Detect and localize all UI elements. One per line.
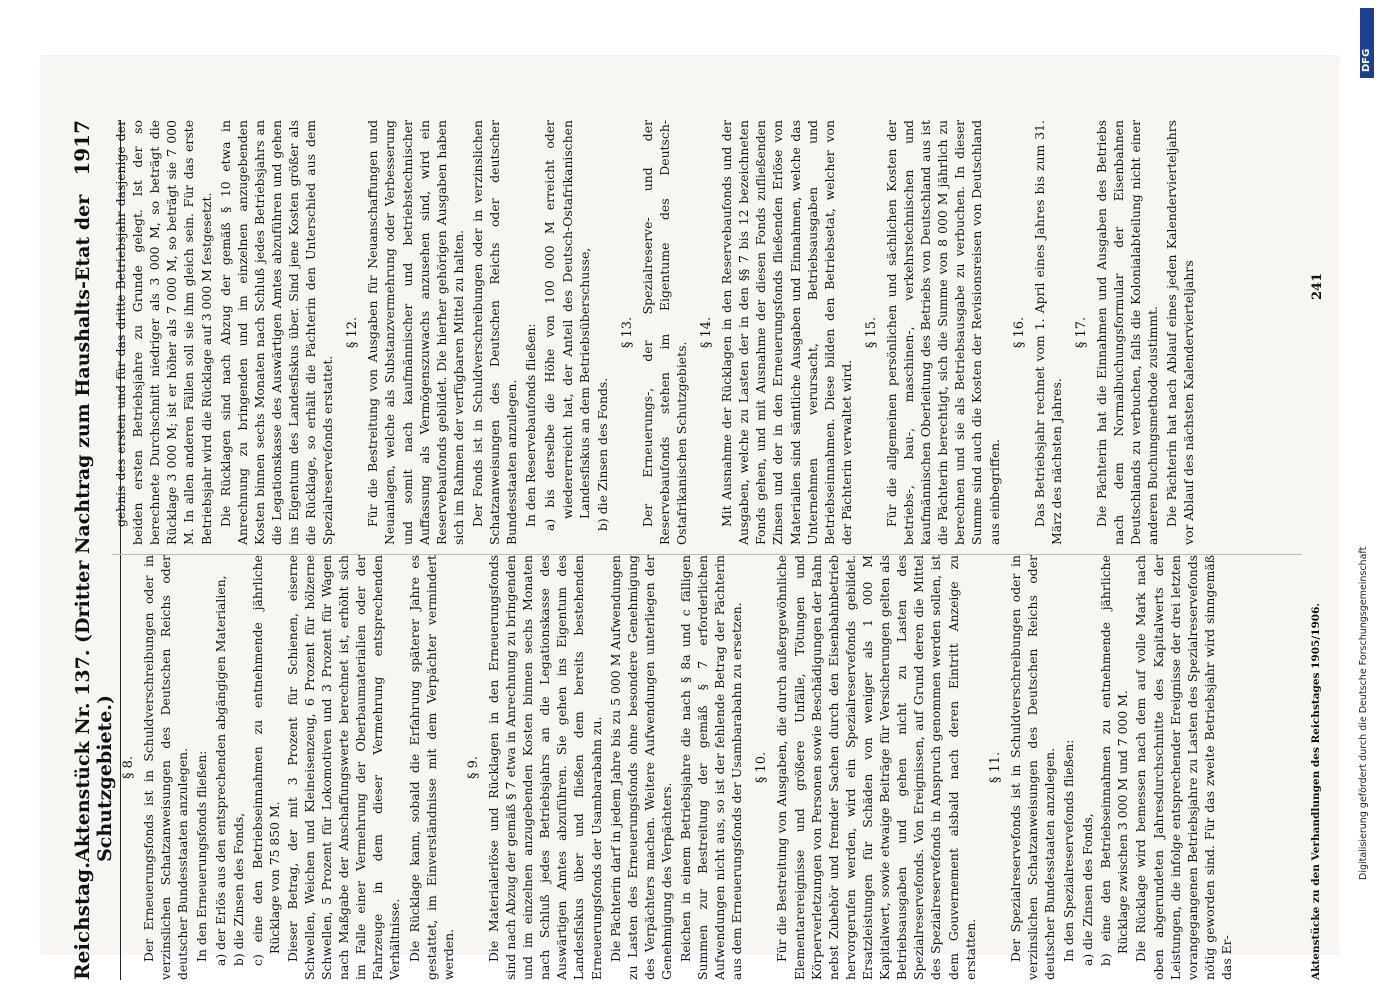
paragraph: Mit Ausnahme der Rücklagen in den Reservebaufonds und der Ausgaben, welche zu Lasten der in den §§ 7 bis 12 bezeichneten Fonds gehen, und mit Ausnahme der diesen Fonds zufließenden Zinsen und der in den Erneuerungsfonds fließenden Erlöse von Materialien sind sämtliche Ausgaben und Einnahmen, welche das Unternehmen verursacht, Betriebsausgaben und Betriebseinnahmen. Diese bilden den Betriebsetat, welcher von der Pächterin verwaltet wird. bbox=[719, 120, 854, 545]
section-heading: § 16. bbox=[1011, 316, 1027, 349]
paragraph: gebnis des ersten und für das dritte Betriebsjahr dasjenige der beiden ersten Betriebsjahre zu Grunde gelegt. Ist der so berechnete Durchschnitt niedriger als 3 000 M, so beträgt die Rücklage 3 000 M; ist er höher als 7 000 M, so beträgt sie 7 000 M. In allen anderen Fällen soll sie ihm gleich sein. Für das erste Betriebsjahr wird die Rücklage auf 3 000 M festgesetzt. bbox=[113, 120, 214, 545]
section-heading: § 9. bbox=[465, 755, 481, 780]
section-heading: § 11. bbox=[987, 751, 1003, 784]
section-heading: § 15. bbox=[863, 316, 879, 349]
header-year: 1917 bbox=[70, 120, 94, 176]
side-credit bbox=[1358, 120, 1372, 880]
paragraph: In den Erneuerungsfonds fließen: bbox=[194, 750, 210, 962]
list-item: a) bis derselbe die Höhe von 100 000 M erreicht oder wiedererreicht hat, der Anteil des Deutsch-Ostafrikanischen Landesfiskus an dem Betriebsüberschusse, bbox=[542, 120, 592, 531]
section-heading: § 14. bbox=[699, 316, 715, 349]
side-credit-text: Digitalisierung gefördert durch die Deutsche Forschungsgemeinschaft bbox=[1358, 546, 1369, 880]
right-column bbox=[112, 120, 1199, 545]
list-item: b) die Zinsen des Fonds. bbox=[594, 377, 610, 531]
paragraph: Die Pächterin darf in jedem Jahre bis zu 5 000 M Aufwendungen zu Lasten des Erneuerungsfonds ohne besondere Genehmigung des Verpächters machen. Weitere Aufwendungen unterliegen der Genehmigung des Verpächters. bbox=[607, 555, 674, 980]
list-item: a) die Zinsen des Fonds, bbox=[1080, 813, 1096, 966]
paragraph: Der Spezialreservefonds ist in Schuldverschreibungen oder in verzinslichen Schatzanweisungen des Deutschen Reichs oder deutscher Bundesstaaten anzulegen. bbox=[1007, 555, 1057, 980]
dfg-logo-text: DFG bbox=[1361, 48, 1372, 72]
paragraph: Die Rücklagen sind nach Abzug der gemäß § 10 etwa in Anrechnung zu bringenden und im einzelnen anzugebenden Kosten binnen sechs Monaten nach Schluß jedes Betriebsjahrs an die Legationskasse des Auswärtigen Amtes abzuführen und gehen ins Eigentum des Landesfiskus über. Sind jene Kosten größer als die Rücklage, so erhält die Pächterin den Unterschied aus dem Spezialreservefonds erstattet. bbox=[217, 120, 336, 545]
left-column bbox=[112, 555, 1237, 980]
paragraph: Der Fonds ist in Schuldverschreibungen oder in verzinslichen Schatzanweisungen des Deutschen Reichs oder deutscher Bundesstaaten anzulegen. bbox=[470, 120, 520, 545]
page-footer: Aktenstücke zu den Verhandlungen des Reichstages 1905/1906. bbox=[1310, 602, 1322, 980]
paragraph: Die Pächterin hat die Einnahmen und Ausgaben des Betriebs nach dem Normalbuchungsformular der Eisenbahnen Deutschlands zu verbuchen, falls die Kolonialabteilung nicht einer anderen Buchungsmethode zustimmt. bbox=[1093, 120, 1161, 545]
paragraph: Für die Bestreitung von Ausgaben für Neuanschaffungen und Neuanlagen, welche als Substanzvermehrung oder Verbesserung und somit nach kaufmännischer und betriebstechnischer Auffassung als Vermögenszuwachs anzusehen sind, wird ein Reservebaufonds gebildet. Die hierher gehörigen Ausgaben haben sich im Rahmen der verfügbaren Mittel zu halten. bbox=[365, 120, 466, 545]
paragraph: Die Materialerlöse und Rücklagen in den Erneuerungsfonds sind nach Abzug der gemäß § 7 etwa in Anrechnung zu bringenden und im einzelnen anzugebenden Kosten binnen sechs Monaten nach Schluß jedes Betriebsjahrs an die Legationskasse des Auswärtigen Amtes abzuführen. Sie gehen ins Eigentum des Landesfiskus über und fließen dem bereits bestehenden Erneuerungsfonds der Usambarabahn zu. bbox=[485, 555, 604, 980]
paragraph: In den Spezialreservefonds fließen: bbox=[1061, 739, 1076, 962]
page-number: 241 bbox=[1310, 272, 1325, 300]
paragraph: Das Betriebsjahr rechnet vom 1. April eines Jahres bis zum 31. März des nächsten Jahres. bbox=[1031, 120, 1064, 545]
list-item: a) der Erlös aus den entsprechenden abgängigen Materialien, bbox=[213, 575, 229, 966]
paragraph: Reichen in einem Betriebsjahre die nach § 8a und c fälligen Summen zur Bestreitung der gemäß § 7 erforderlichen Aufwendungen nicht aus, so ist der fehlende Betrag der Pächterin aus dem Erneuerungsfonds der Usambarabahn zu ersetzen. bbox=[678, 555, 745, 980]
list-item: c) eine den Betriebseinnahmen zu entnehmende jährliche Rücklage von 75 850 M. bbox=[249, 555, 282, 966]
paragraph: Für die allgemeinen persönlichen und sächlichen Kosten der betriebs-, bau-, maschinen-, verkehrstechnischen und kaufmännischen Oberleitung des Betriebs von Deutschland aus ist die Pächterin berechtigt, sich die Summe von 8 000 M jährlich zu berechnen und sie als Betriebsausgabe zu verbuchen. In dieser Summe sind auch die Kosten der Revisionsreisen von Deutschland aus einbegriffen. bbox=[883, 120, 1002, 545]
header-left: Reichstag. bbox=[70, 861, 94, 980]
list-item: b) die Zinsen des Fonds, bbox=[231, 812, 247, 966]
header-title: Aktenstück Nr. 137. (Dritter Nachtrag zum Haushalts-Etat der Schutzgebiete.) bbox=[72, 194, 116, 862]
paragraph: Die Rücklage kann, sobald die Erfahrung späterer Jahre es gestattet, im Einverständnisse mit dem Verpächter vermindert werden. bbox=[406, 555, 456, 980]
list-item: b) eine den Betriebseinnahmen zu entnehmende jährliche Rücklage zwischen 3 000 M und 7 000 M. bbox=[1098, 555, 1131, 966]
section-heading: § 13. bbox=[619, 316, 635, 349]
section-heading: § 10. bbox=[754, 751, 770, 784]
dfg-logo bbox=[1360, 8, 1374, 78]
paragraph: Für die Bestreitung von Ausgaben, die durch außergewöhnliche Elementarereignisse und größere Unfälle, Tötungen und Körperverletzungen von Personen sowie Beschädigungen der Bahn nebst Zubehör und fremder Sachen durch den Eisenbahnbetrieb hervorgerufen werden, wird ein Spezialreservefonds gebildet. Ersatzleistungen für Schäden von weniger als 1 000 M Kapitalwert, sowie etwaige Beiträge für Versicherungen gelten als Betriebsausgaben und gehen nicht zu Lasten des Spezialreservefonds. Von Ereignissen, auf Grund deren die Mittel des Spezialreservefonds in Anspruch genommen werden sollen, ist dem Gouvernement alsbald nach deren Eintritt Anzeige zu erstatten. bbox=[774, 555, 978, 980]
paragraph: Der Erneuerungs-, der Spezialreserve- und der Reservebaufonds stehen im Eigentume des Deutsch-Ostafrikanischen Schutzgebiets. bbox=[639, 120, 690, 545]
section-heading: § 17. bbox=[1073, 316, 1089, 349]
section-heading: § 12. bbox=[345, 316, 361, 349]
paragraph: Der Erneuerungsfonds ist in Schuldverschreibungen oder in verzinslichen Schatzanweisungen des Deutschen Reichs oder deutscher Bundesstaaten anzulegen. bbox=[140, 555, 191, 980]
section-heading: § 8. bbox=[121, 755, 136, 780]
paragraph: Die Pächterin hat nach Ablauf eines jeden Kalendervierteljahrs vor Ablauf des nächsten Kalendervierteljahrs bbox=[1164, 120, 1197, 545]
paragraph: Dieser Betrag, der mit 3 Prozent für Schienen, eiserne Schwellen, Weichen und Kleineisenzeug, 6 Prozent für hölzerne Schwellen, 5 Prozent für Lokomotiven und 3 Prozent für Wagen nach Maßgabe der Anschaffungswerte berechnet ist, erhöht sich im Falle einer Vermehrung der Oberbaumaterialien oder der Fahrzeuge in dem dieser Vermehrung entsprechenden Verhältnisse. bbox=[284, 555, 403, 980]
rotated-page bbox=[60, 100, 1360, 1000]
paragraph: Die Rücklage wird bemessen nach dem auf volle Mark nach oben abgerundeten Jahresdurchschnitte des Kapitalwerts der Leistungen, die infolge entsprechender Ereignisse der drei letzten vorangegangenen Betriebsjahre zu Lasten des Spezialreservefonds nötig geworden sind. Für das zweite Betriebsjahr wird sinngemäß das Er- bbox=[1133, 555, 1234, 980]
paragraph: In den Reservebaufonds fließen: bbox=[523, 323, 539, 527]
